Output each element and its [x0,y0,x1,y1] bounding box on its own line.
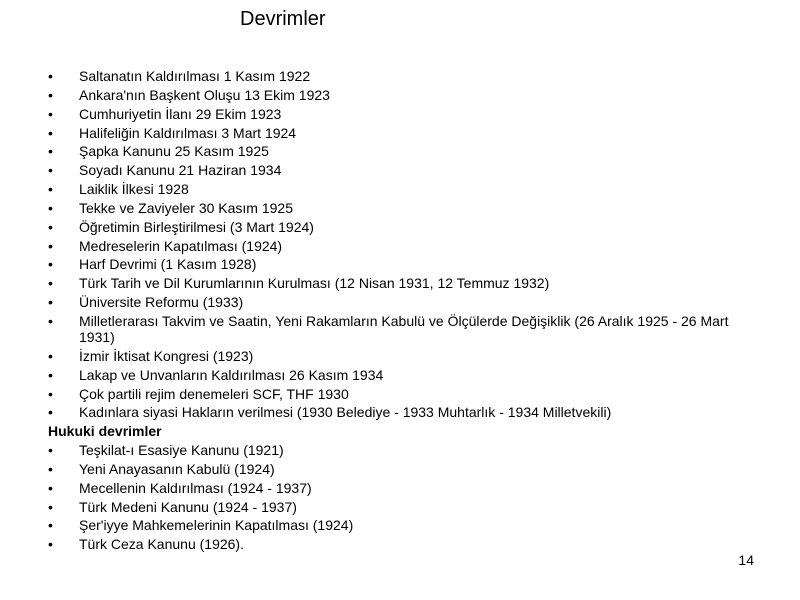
bullet-icon: • [48,442,53,459]
bullet-icon: • [48,366,53,383]
item-text: Türk Ceza Kanunu (1926). [79,536,244,553]
list-item [48,275,760,291]
bullet-icon: • [48,498,53,515]
list-item [48,87,760,103]
list-item [48,404,760,420]
item-text: Lakap ve Unvanların Kaldırılması 26 Kasım 1934 [79,366,384,383]
list-item [48,200,760,216]
section-heading-hukuki: Hukuki devrimler [48,423,162,440]
item-text: Tekke ve Zaviyeler 30 Kasım 1925 [79,199,293,216]
item-text: Kadınlara siyasi Hakların verilmesi (1930 Belediye - 1933 Muhtarlık - 1934 Milletvekili) [79,404,612,421]
bullet-icon: • [48,199,53,216]
bullet-icon: • [48,105,53,122]
list-item [48,386,760,402]
list-item [48,143,760,159]
list-item [48,536,760,552]
list-item [48,181,760,197]
item-text: Harf Devrimi (1 Kasım 1928) [79,256,257,273]
bullet-icon: • [48,124,53,141]
slide-title: Devrimler [240,8,326,30]
list-item [48,125,760,141]
item-text: Laiklik İlkesi 1928 [79,181,189,198]
list-item [48,442,760,458]
bullet-icon: • [48,68,53,84]
item-text: Türk Medeni Kanunu (1924 - 1937) [79,498,297,515]
item-text: Şer'iyye Mahkemelerinin Kapatılması (1924) [79,517,354,534]
list-item [48,106,760,122]
bullet-icon: • [48,275,53,292]
list-item [48,313,760,345]
bullet-icon: • [48,479,53,496]
list-item [48,480,760,496]
bullet-icon: • [48,218,53,235]
item-text: Çok partili rejim denemeleri SCF, THF 1930 [79,385,349,402]
bullet-icon: • [48,517,53,534]
page-number: 14 [738,552,754,568]
item-text: Mecellenin Kaldırılması (1924 - 1937) [79,479,312,496]
list-item [48,256,760,272]
item-text: Öğretimin Birleştirilmesi (3 Mart 1924) [79,218,314,235]
bullet-icon: • [48,256,53,273]
item-text: Yeni Anayasanın Kabulü (1924) [79,460,275,477]
bullet-icon: • [48,162,53,179]
item-text: Medreselerin Kapatılması (1924) [79,237,283,254]
bullet-icon: • [48,385,53,402]
bullet-icon: • [48,404,53,421]
bullet-icon: • [48,86,53,103]
item-text: Saltanatın Kaldırılması 1 Kasım 1922 [79,68,311,84]
item-text: İzmir İktisat Kongresi (1923) [79,347,254,364]
content-list [48,68,760,555]
list-item [48,162,760,178]
item-text: Cumhuriyetin İlanı 29 Ekim 1923 [79,105,282,122]
bullet-icon: • [48,347,53,364]
item-text: Şapka Kanunu 25 Kasım 1925 [79,143,269,160]
item-text: Soyadı Kanunu 21 Haziran 1934 [79,162,282,179]
bullet-icon: • [48,143,53,160]
bullet-icon: • [48,237,53,254]
item-text: Teşkilat-ı Esasiye Kanunu (1921) [79,442,284,459]
item-text: Halifeliğin Kaldırılması 3 Mart 1924 [79,124,297,141]
item-text: Üniversite Reformu (1933) [79,294,244,311]
list-item [48,517,760,533]
list-item [48,238,760,254]
bullet-icon: • [48,294,53,311]
item-text: Ankara'nın Başkent Oluşu 13 Ekim 1923 [79,86,330,103]
list-item [48,367,760,383]
list-item [48,68,760,84]
item-text: Türk Tarih ve Dil Kurumlarının Kurulması (12 Nisan 1931, 12 Temmuz 1932) [79,275,550,292]
bullet-icon: • [48,536,53,553]
list-item [48,499,760,515]
bullet-icon: • [48,181,53,198]
list-item [48,461,760,477]
bullet-icon: • [48,312,53,329]
bullet-icon: • [48,460,53,477]
item-text: Milletlerarası Takvim ve Saatin, Yeni Rakamların Kabulü ve Ölçülerde Değişiklik (26 Aralık 1925 - 26 Mart 1931) [79,312,729,345]
list-item [48,219,760,235]
list-item [48,348,760,364]
list-item [48,294,760,310]
